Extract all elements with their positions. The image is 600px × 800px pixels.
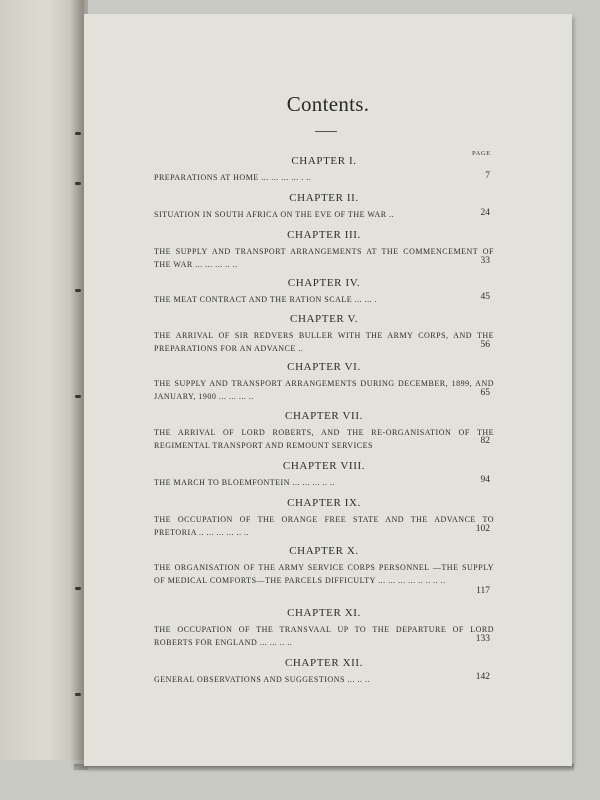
page-number: 142 [475, 672, 490, 682]
chapter-title: THE OCCUPATION OF THE TRANSVAAL UP TO THE DEPARTURE OF LORD ROBERTS FOR ENGLAND ... ... .. .. [154, 625, 494, 647]
chapter-number: CHAPTER IX. [287, 497, 361, 509]
chapter-number: CHAPTER XII. [284, 657, 364, 669]
binding-stitch [75, 289, 81, 292]
chapter-number: CHAPTER IV. [287, 277, 361, 289]
chapter-number: CHAPTER III. [287, 229, 361, 241]
chapter-number: CHAPTER I. [291, 155, 357, 167]
chapter-title: PREPARATIONS AT HOME ... ... ... ... . .. [154, 173, 312, 182]
chapter-title: THE ARRIVAL OF LORD ROBERTS, AND THE RE-ORGANISATION OF THE REGIMENTAL TRANSPORT AND REMOUNT SERVICES [154, 428, 494, 450]
chapter-number: CHAPTER VI. [287, 361, 361, 373]
page-number: 7 [485, 171, 490, 181]
binding-stitch [75, 693, 81, 696]
page-number: 45 [480, 292, 490, 302]
toc-entry [154, 496, 494, 539]
contents-page [84, 14, 572, 766]
chapter-title: SITUATION IN SOUTH AFRICA ON THE EVE OF THE WAR .. [154, 210, 395, 219]
toc-entry [154, 191, 494, 221]
chapter-title: THE SUPPLY AND TRANSPORT ARRANGEMENTS DURING DECEMBER, 1899, AND JANUARY, 1900 ... ... ... .. [154, 379, 494, 401]
binding-stitch [75, 132, 81, 135]
chapter-number: CHAPTER X. [289, 545, 359, 557]
chapter-title: THE SUPPLY AND TRANSPORT ARRANGEMENTS AT THE COMMENCEMENT OF THE WAR ... ... ... .. .. [154, 247, 494, 269]
toc-entry [154, 360, 494, 403]
binding-stitch [75, 182, 81, 185]
page-number: 117 [476, 586, 490, 596]
chapter-number: CHAPTER II. [289, 192, 359, 204]
chapter-title: THE ORGANISATION OF THE ARMY SERVICE CORPS PERSONNEL —THE SUPPLY OF MEDICAL COMFORTS—THE PARCELS DIFFICULTY ... ... ... ... .. .. .. .. [154, 563, 494, 585]
page-number: 102 [475, 524, 490, 534]
page-number: 94 [480, 475, 490, 485]
toc-entry [154, 656, 494, 686]
toc-entry [154, 154, 494, 184]
chapter-number: CHAPTER XI. [287, 607, 361, 619]
toc-entry [154, 312, 494, 355]
toc-entry [154, 276, 494, 306]
binding-stitch [75, 587, 81, 590]
chapter-title: GENERAL OBSERVATIONS AND SUGGESTIONS ... .. .. [154, 675, 370, 684]
page-column-label: PAGE [472, 150, 491, 157]
toc-entry [154, 409, 494, 452]
title-rule [315, 131, 337, 132]
toc-entry [154, 228, 494, 271]
page-number: 56 [480, 340, 490, 350]
binding-stitch [75, 395, 81, 398]
chapter-number: CHAPTER VII. [285, 410, 363, 422]
chapter-title: THE ARRIVAL OF SIR REDVERS BULLER WITH THE ARMY CORPS, AND THE PREPARATIONS FOR AN ADVANCE .. [154, 331, 494, 353]
chapter-number: CHAPTER VIII. [282, 460, 366, 472]
page-number: 133 [475, 634, 490, 644]
chapter-title: THE OCCUPATION OF THE ORANGE FREE STATE AND THE ADVANCE TO PRETORIA .. ... ... ... .. .. [154, 515, 494, 537]
chapter-title: THE MARCH TO BLOEMFONTEIN ... ... ... .. .. [154, 478, 335, 487]
chapter-title: THE MEAT CONTRACT AND THE RATION SCALE ... ... . [154, 295, 378, 304]
chapter-number: CHAPTER V. [290, 313, 358, 325]
page-number: 24 [480, 208, 490, 218]
page-title: Contents. [286, 92, 370, 116]
page-number: 33 [480, 256, 490, 266]
page-number: 65 [480, 388, 490, 398]
page-number: 82 [480, 436, 490, 446]
toc-entry [154, 606, 494, 649]
toc-entry [154, 544, 494, 587]
toc-entry [154, 459, 494, 489]
